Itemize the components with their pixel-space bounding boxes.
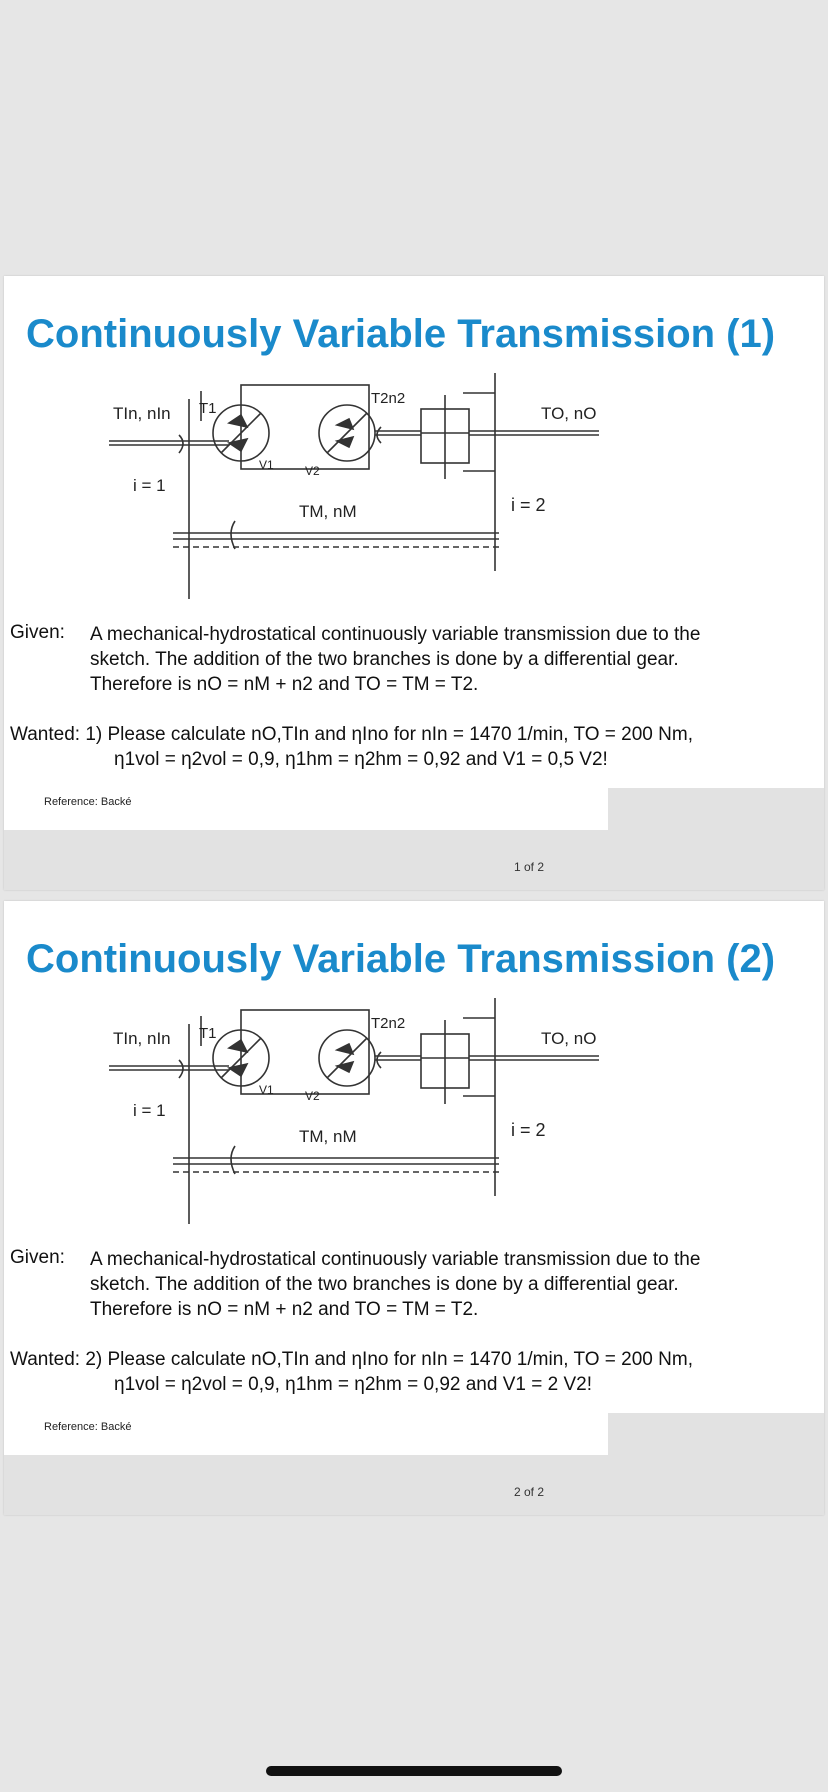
given-label: Given: <box>10 622 65 643</box>
slide-2 <box>4 901 824 1515</box>
page-number: 1 of 2 <box>514 860 545 874</box>
reference: Reference: Backé <box>44 1421 132 1433</box>
home-indicator[interactable] <box>266 1766 562 1776</box>
wanted-line-2: η1vol = η2vol = 0,9, η1hm = η2hm = 0,92 and V1 = 2 V2! <box>114 1374 592 1395</box>
transmission-diagram <box>109 371 694 601</box>
given-line-1: A mechanical-hydrostatical continuously variable transmission due to the <box>90 624 701 645</box>
given-line-1: A mechanical-hydrostatical continuously variable transmission due to the <box>90 1249 701 1270</box>
label-v2: V2 <box>305 464 320 478</box>
label-i1: i = 1 <box>133 476 166 495</box>
wanted-line-2: η1vol = η2vol = 0,9, η1hm = η2hm = 0,92 and V1 = 0,5 V2! <box>114 749 608 770</box>
slide-title: Continuously Variable Transmission (2) <box>26 937 776 981</box>
wanted-text <box>10 1347 810 1397</box>
slide-title: Continuously Variable Transmission (1) <box>26 312 776 356</box>
label-t-in: TIn, nIn <box>113 1029 171 1048</box>
label-v1: V1 <box>259 1083 274 1097</box>
given-text <box>90 622 790 697</box>
wanted-line-1: Wanted: 1) Please calculate nO,TIn and ηIno for nIn = 1470 1/min, TO = 200 Nm, <box>10 724 693 745</box>
given-text <box>90 1247 790 1322</box>
given-line-2: sketch. The addition of the two branches is done by a differential gear. <box>90 649 679 670</box>
label-tm: TM, nM <box>299 1127 357 1146</box>
wanted-line-1: Wanted: 2) Please calculate nO,TIn and ηIno for nIn = 1470 1/min, TO = 200 Nm, <box>10 1349 693 1370</box>
transmission-diagram <box>109 996 694 1226</box>
wanted-text <box>10 722 810 772</box>
label-t2n2: T2n2 <box>371 1015 406 1032</box>
page-number: 2 of 2 <box>514 1485 545 1499</box>
label-tm: TM, nM <box>299 502 357 521</box>
label-t-out: TO, nO <box>541 404 597 423</box>
label-v1: V1 <box>259 458 274 472</box>
slide-footer <box>4 1455 824 1515</box>
given-line-3: Therefore is nO = nM + n2 and TO = TM = T2. <box>90 674 479 695</box>
label-t1: T1 <box>199 400 217 417</box>
label-i1: i = 1 <box>133 1101 166 1120</box>
label-i2: i = 2 <box>511 495 546 515</box>
slide-1 <box>4 276 824 890</box>
slide-footer <box>4 830 824 890</box>
label-i2: i = 2 <box>511 1120 546 1140</box>
slide-footer-notch <box>608 1413 824 1457</box>
label-v2: V2 <box>305 1089 320 1103</box>
slide-footer-notch <box>608 788 824 832</box>
given-line-3: Therefore is nO = nM + n2 and TO = TM = T2. <box>90 1299 479 1320</box>
label-t2n2: T2n2 <box>371 390 406 407</box>
reference: Reference: Backé <box>44 796 132 808</box>
given-label: Given: <box>10 1247 65 1268</box>
given-line-2: sketch. The addition of the two branches is done by a differential gear. <box>90 1274 679 1295</box>
label-t-in: TIn, nIn <box>113 404 171 423</box>
label-t1: T1 <box>199 1025 217 1042</box>
label-t-out: TO, nO <box>541 1029 597 1048</box>
